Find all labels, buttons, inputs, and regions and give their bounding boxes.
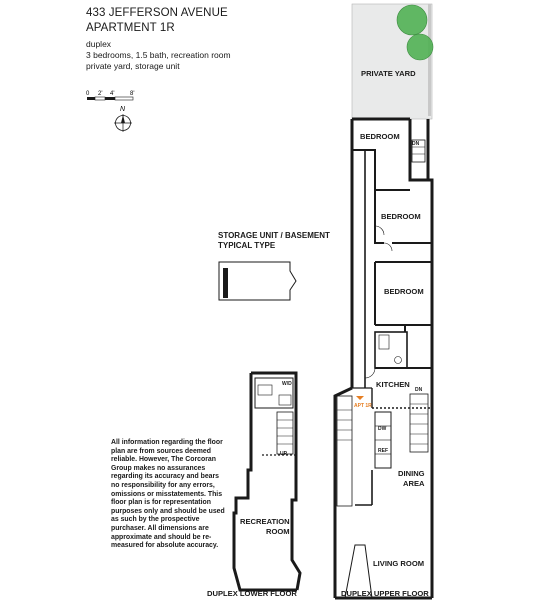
marker-refrigerator: REF (378, 448, 388, 454)
entry-arrow-icon (356, 396, 364, 400)
storage-label-line1: STORAGE UNIT / BASEMENT (218, 231, 330, 240)
floor-label-lower: DUPLEX LOWER FLOOR (207, 589, 297, 598)
upper-floor (335, 119, 432, 598)
extras-summary: private yard, storage unit (86, 61, 180, 71)
private-yard (352, 4, 433, 119)
scale-tick-0: 0 (86, 91, 90, 97)
room-label-bedroom-middle: BEDROOM (381, 212, 421, 221)
marker-up-lower: UP (280, 451, 287, 457)
room-label-bedroom-rear: BEDROOM (360, 132, 400, 141)
address: 433 JEFFERSON AVENUE (86, 7, 228, 19)
marker-washer-dryer: W/D (282, 381, 292, 387)
scale-tick-4: 4' (110, 91, 115, 97)
floor-label-upper: DUPLEX UPPER FLOOR (341, 589, 429, 598)
lower-floor (234, 373, 300, 590)
room-label-dining-line2: AREA (403, 479, 425, 488)
apartment-entry-label: APT 1R (354, 403, 372, 409)
room-label-recreation-line2: ROOM (266, 527, 290, 536)
marker-dn-kitchen: DN (415, 387, 423, 393)
north-label: N (120, 106, 126, 113)
storage-label-line2: TYPICAL TYPE (218, 241, 276, 250)
apartment-number: APARTMENT 1R (86, 22, 175, 34)
room-summary: 3 bedrooms, 1.5 bath, recreation room (86, 50, 231, 60)
unit-type: duplex (86, 39, 112, 49)
room-label-kitchen: KITCHEN (376, 380, 410, 389)
room-label-recreation-line1: RECREATION (240, 517, 290, 526)
room-label-bedroom-front: BEDROOM (384, 287, 424, 296)
marker-dishwasher: DW (378, 426, 387, 432)
room-label-dining-line1: DINING (398, 469, 425, 478)
room-label-private-yard: PRIVATE YARD (361, 69, 416, 78)
marker-dn-rear: DN (412, 141, 420, 147)
storage-unit (219, 262, 296, 300)
room-label-living-room: LIVING ROOM (373, 559, 425, 568)
scale-tick-2: 2' (98, 91, 103, 97)
scale-tick-8: 8' (130, 91, 135, 97)
disclaimer-text: All information regarding the floor plan are from sources deemed reliable. However, The Corcoran Group makes no assurances regarding its accuracy and bears no responsibility for any errors, omissions or misstatements. This floor plan is for representation purposes only and should be used as such by the prospective purchaser. All dimensions are approximate and should be re-measured for absolute accuracy. (111, 439, 225, 550)
